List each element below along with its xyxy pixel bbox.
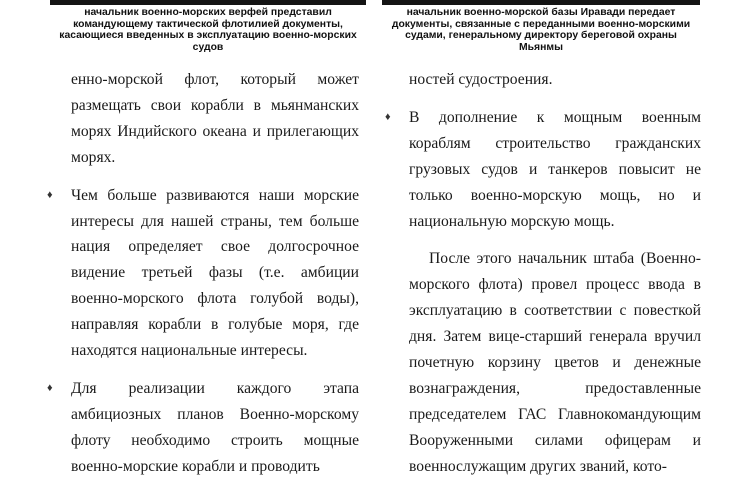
- bullet-item: [385, 105, 701, 235]
- paragraph-continued: ностей судостроения.: [409, 71, 553, 88]
- paragraph: После этого начальник штаба (Военно-морского флота) провел процесс ввода в эксплуатацию в соответствии с повесткой дня. Затем вице-старший генерала вручил почетную корзину цветов и денежные вознаграждения, предоставленные председателем ГАС Главнокомандующим Вооруженными силами офицерам и военнослужащим других званий, кото-: [409, 250, 701, 475]
- left-column: [47, 0, 366, 475]
- bullet-text: Для реализации каждого этапа амбициозных планов Военно-морскому флоту необходимо строить мощные военно-морские корабли и проводить: [71, 379, 359, 475]
- diamond-bullet-icon: ♦: [47, 188, 53, 201]
- diamond-bullet-icon: ♦: [47, 381, 53, 394]
- diamond-bullet-icon: ♦: [385, 110, 391, 123]
- photo-caption-left: начальник военно-морских верфей представил командующему тактической флотилией документы, касающиеся введенных в эксплуатацию военно-морских судов: [59, 7, 357, 53]
- photo-bottom-edge: [382, 0, 700, 5]
- bullet-item: [47, 183, 359, 364]
- bullet-text: В дополнение к мощным военным кораблям строительство гражданских грузовых судов и танкеров повысит не только военно-морскую мощь, но и национальную морскую мощь.: [409, 108, 701, 230]
- paragraph-continued: енно-морской флот, который может размещать свои корабли в мьянманских морях Индийского океана и прилегающих морях.: [71, 71, 359, 166]
- right-body: [385, 67, 701, 492]
- right-column: [382, 0, 702, 475]
- photo-bottom-edge: [50, 0, 366, 5]
- bullet-text: Чем больше развиваются наши морские интересы для нашей страны, тем больше нация определяет свое долгосрочное видение третьей фазы (т.е. амбиции военно-морского флота голубой воды), направляя корабли в голубые моря, где находятся национальные интересы.: [71, 186, 359, 360]
- bullet-item: [47, 376, 359, 480]
- left-body: [47, 67, 359, 492]
- photo-caption-right: начальник военно-морской базы Иравади передает документы, связанные с переданными военно-морскими судами, генеральному директору береговой охраны Мьянмы: [391, 7, 691, 53]
